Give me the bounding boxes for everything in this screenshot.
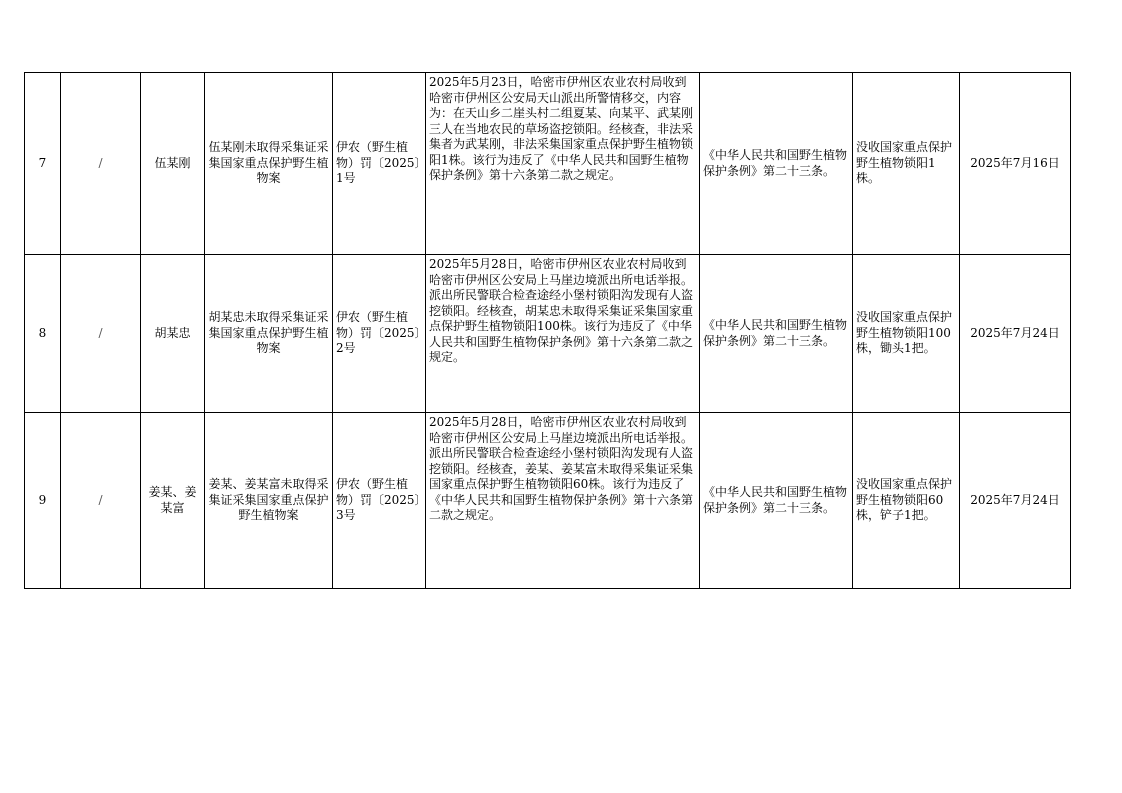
decision-date: 2025年7月24日 [960, 413, 1071, 589]
decision-number: 伊农（野生植物）罚〔2025〕2号 [333, 255, 426, 413]
penalty-content: 没收国家重点保护野生植物锁阳60株，铲子1把。 [853, 413, 960, 589]
party-name: 姜某、姜某富 [141, 413, 205, 589]
penalty-basis: 《中华人民共和国野生植物保护条例》第二十三条。 [700, 255, 853, 413]
penalty-basis: 《中华人民共和国野生植物保护条例》第二十三条。 [700, 73, 853, 255]
decision-date: 2025年7月16日 [960, 73, 1071, 255]
decision-date: 2025年7月24日 [960, 255, 1071, 413]
case-name: 胡某忠未取得采集证采集国家重点保护野生植物案 [205, 255, 333, 413]
decision-number: 伊农（野生植物）罚〔2025〕1号 [333, 73, 426, 255]
row-number: 8 [25, 255, 61, 413]
case-name: 姜某、姜某富未取得采集证采集国家重点保护野生植物案 [205, 413, 333, 589]
decision-number: 伊农（野生植物）罚〔2025〕3号 [333, 413, 426, 589]
violation-facts: 2025年5月28日，哈密市伊州区农业农村局收到哈密市伊州区公安局上马崖边境派出所电话举报。派出所民警联合检查途经小堡村锁阳沟发现有人盗挖锁阳。经核查，胡某忠未取得采集证采集国家重点保护野生植物锁阳100株。该行为违反了《中华人民共和国野生植物保护条例》第十六条第二款之规定。 [426, 255, 700, 413]
credit-code-cell: / [61, 413, 141, 589]
violation-facts: 2025年5月23日，哈密市伊州区农业农村局收到哈密市伊州区公安局天山派出所警情移交，内容为：在天山乡二崖头村二组夏某、向某平、武某刚三人在当地农民的草场盗挖锁阳。经核查，非法采集者为武某刚，非法采集国家重点保护野生植物锁阳1株。该行为违反了《中华人民共和国野生植物保护条例》第十六条第二款之规定。 [426, 73, 700, 255]
row-number: 7 [25, 73, 61, 255]
penalty-basis: 《中华人民共和国野生植物保护条例》第二十三条。 [700, 413, 853, 589]
table-row [25, 73, 1071, 255]
violation-facts: 2025年5月28日，哈密市伊州区农业农村局收到哈密市伊州区公安局上马崖边境派出所电话举报。派出所民警联合检查途经小堡村锁阳沟发现有人盗挖锁阳。经核查，姜某、姜某富未取得采集证采集国家重点保护野生植物锁阳60株。该行为违反了《中华人民共和国野生植物保护条例》第十六条第二款之规定。 [426, 413, 700, 589]
penalty-records-table [24, 72, 1071, 589]
party-name: 胡某忠 [141, 255, 205, 413]
credit-code-cell: / [61, 255, 141, 413]
penalty-content: 没收国家重点保护野生植物锁阳1株。 [853, 73, 960, 255]
row-number: 9 [25, 413, 61, 589]
table-row [25, 255, 1071, 413]
party-name: 伍某刚 [141, 73, 205, 255]
table-row [25, 413, 1071, 589]
credit-code-cell: / [61, 73, 141, 255]
penalty-content: 没收国家重点保护野生植物锁阳100株，锄头1把。 [853, 255, 960, 413]
case-name: 伍某刚未取得采集证采集国家重点保护野生植物案 [205, 73, 333, 255]
